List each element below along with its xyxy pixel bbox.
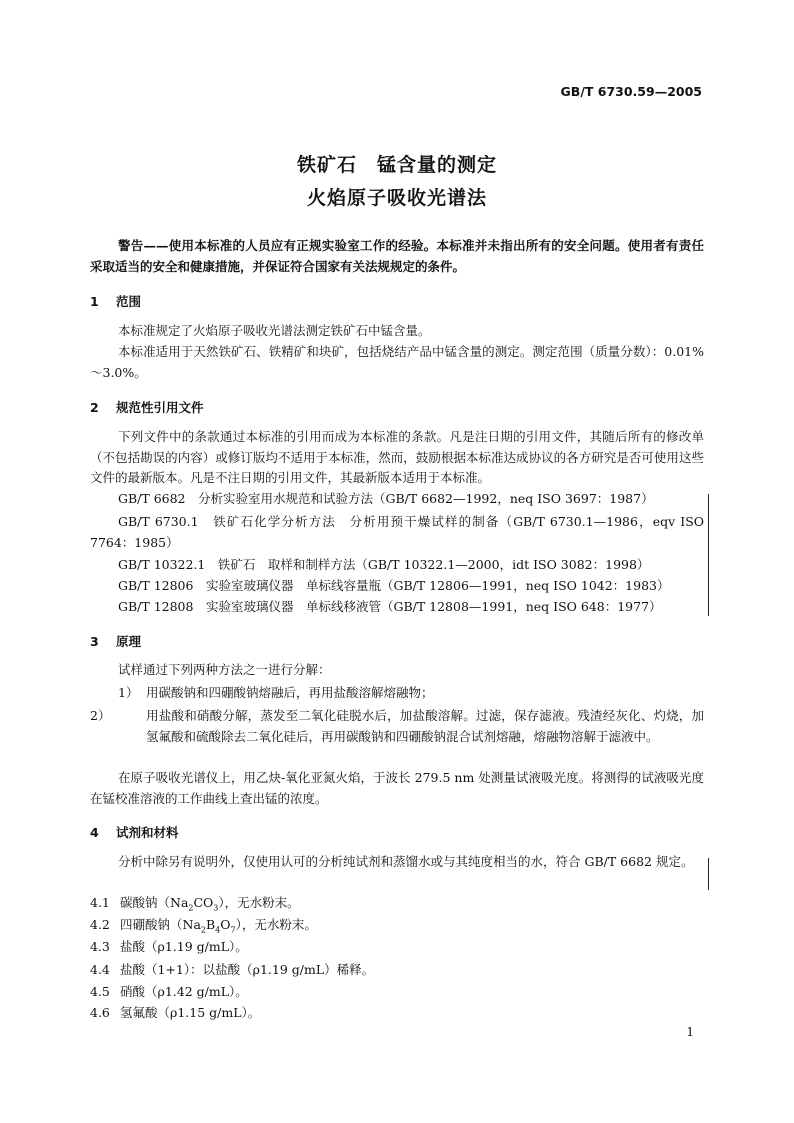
reference-item: GB/T 12806 实验室玻璃仪器 单标线容量瓶（GB/T 12806—1991，neq ISO 1042：1983）	[118, 578, 670, 593]
list-text: 用盐酸和硝酸分解，蒸发至二氧化硅脱水后，加盐酸溶解。过滤，保存滤液。残渣经灰化、灼烧，加氢氟酸和硫酸除去二氧化硅后，再用碳酸钠和四硼酸钠混合试剂熔融，熔融物溶解于滤液中。	[146, 708, 704, 744]
page-number: 1	[686, 1025, 694, 1039]
section-number: 3	[90, 634, 99, 649]
revision-bar	[708, 494, 709, 616]
subscript: 2	[200, 925, 206, 935]
section-4-paragraph: 分析中除另有说明外，仅使用认可的分析纯试剂和蒸馏水或与其纯度相当的水，符合 GB/T 6682 规定。	[118, 854, 694, 869]
item-text: ），无水粉末。	[218, 895, 300, 910]
item-text: 氢氟酸（ρ1.15 g/mL）。	[120, 1005, 261, 1020]
list-item	[118, 683, 704, 704]
section-number: 4	[90, 825, 99, 840]
warning-paragraph: 警告——使用本标准的人员应有正规实验室工作的经验。本标准并未指出所有的安全问题。使用者有责任采取适当的安全和健康措施，并保证符合国家有关法规规定的条件。	[90, 238, 704, 274]
section-4-heading	[90, 823, 179, 841]
item-text: O	[220, 917, 231, 932]
section-2-paragraph: 下列文件中的条款通过本标准的引用而成为本标准的条款。凡是注日期的引用文件，其随后所有的修改单（不包括勘误的内容）或修订版均不适用于本标准，然而，鼓励根据本标准达成协议的各方研究是否可使用这些文件的最新版本。凡是不注日期的引用文件，其最新版本适用于本标准。	[90, 429, 704, 485]
section-3-heading	[90, 632, 141, 650]
list-text: 用碳酸钠和四硼酸钠熔融后，再用盐酸溶解熔融物；	[146, 685, 434, 700]
item-text: 盐酸（1+1）：以盐酸（ρ1.19 g/mL）稀释。	[120, 962, 375, 977]
item-text: CO	[193, 895, 214, 910]
section-number: 1	[90, 294, 99, 309]
section-title: 规范性引用文件	[116, 400, 204, 415]
reference-item: GB/T 6730.1 铁矿石化学分析方法 分析用预干燥试样的制备（GB/T 6730.1—1986，eqv ISO 7764：1985）	[90, 514, 704, 550]
item-text: ），无水粉末。	[235, 917, 317, 932]
section-3-paragraph-1: 试样通过下列两种方法之一进行分解：	[118, 662, 331, 677]
section-1-paragraph-1: 本标准规定了火焰原子吸收光谱法测定铁矿石中锰含量。	[118, 323, 431, 338]
list-number: 1）	[118, 685, 139, 700]
item-number: 4.1	[90, 895, 110, 910]
title-line-1: 铁矿石 锰含量的测定	[296, 154, 497, 176]
item-number: 4.3	[90, 939, 110, 954]
reagent-item	[90, 982, 704, 1003]
subscript: 3	[213, 903, 219, 913]
section-1-heading	[90, 292, 141, 310]
section-2-heading	[90, 398, 204, 416]
section-title: 原理	[116, 634, 142, 649]
title-line-2: 火焰原子吸收光谱法	[306, 187, 487, 209]
section-3-paragraph-2: 在原子吸收光谱仪上，用乙炔-氧化亚氮火焰，于波长 279.5 nm 处测量试液吸光度。将测得的试液吸光度在锰校准溶液的工作曲线上查出锰的浓度。	[90, 770, 704, 806]
item-text: 盐酸（ρ1.19 g/mL）。	[120, 939, 248, 954]
subscript: 7	[230, 925, 236, 935]
revision-bar	[708, 858, 709, 890]
list-item	[90, 706, 704, 747]
item-number: 4.6	[90, 1005, 110, 1020]
item-text: B	[205, 917, 216, 932]
section-number: 2	[90, 400, 99, 415]
reference-item: GB/T 12808 实验室玻璃仪器 单标线移液管（GB/T 12808—1991，neq ISO 648：1977）	[118, 599, 662, 614]
section-title: 试剂和材料	[116, 825, 179, 840]
section-title: 范围	[116, 294, 142, 309]
reference-item: GB/T 10322.1 铁矿石 取样和制样方法（GB/T 10322.1—2000，idt ISO 3082：1998）	[118, 557, 650, 572]
item-number: 4.5	[90, 984, 110, 999]
reagent-item	[90, 960, 704, 981]
reagent-item	[90, 937, 704, 958]
standard-number: GB/T 6730.59—2005	[560, 84, 702, 99]
item-text: 硝酸（ρ1.42 g/mL）。	[120, 984, 248, 999]
list-number: 2）	[90, 708, 111, 723]
reagent-item	[90, 1003, 704, 1024]
subscript: 2	[188, 903, 194, 913]
item-text: 四硼酸钠（Na	[120, 917, 201, 932]
reference-item: GB/T 6682 分析实验室用水规范和试验方法（GB/T 6682—1992，neq ISO 3697：1987）	[118, 491, 654, 506]
subscript: 4	[215, 925, 221, 935]
item-number: 4.4	[90, 962, 110, 977]
section-1-paragraph-2: 本标准适用于天然铁矿石、铁精矿和块矿，包括烧结产品中锰含量的测定。测定范围（质量分数）：0.01%～3.0%。	[90, 344, 704, 380]
item-text: 碳酸钠（Na	[120, 895, 189, 910]
item-number: 4.2	[90, 917, 110, 932]
